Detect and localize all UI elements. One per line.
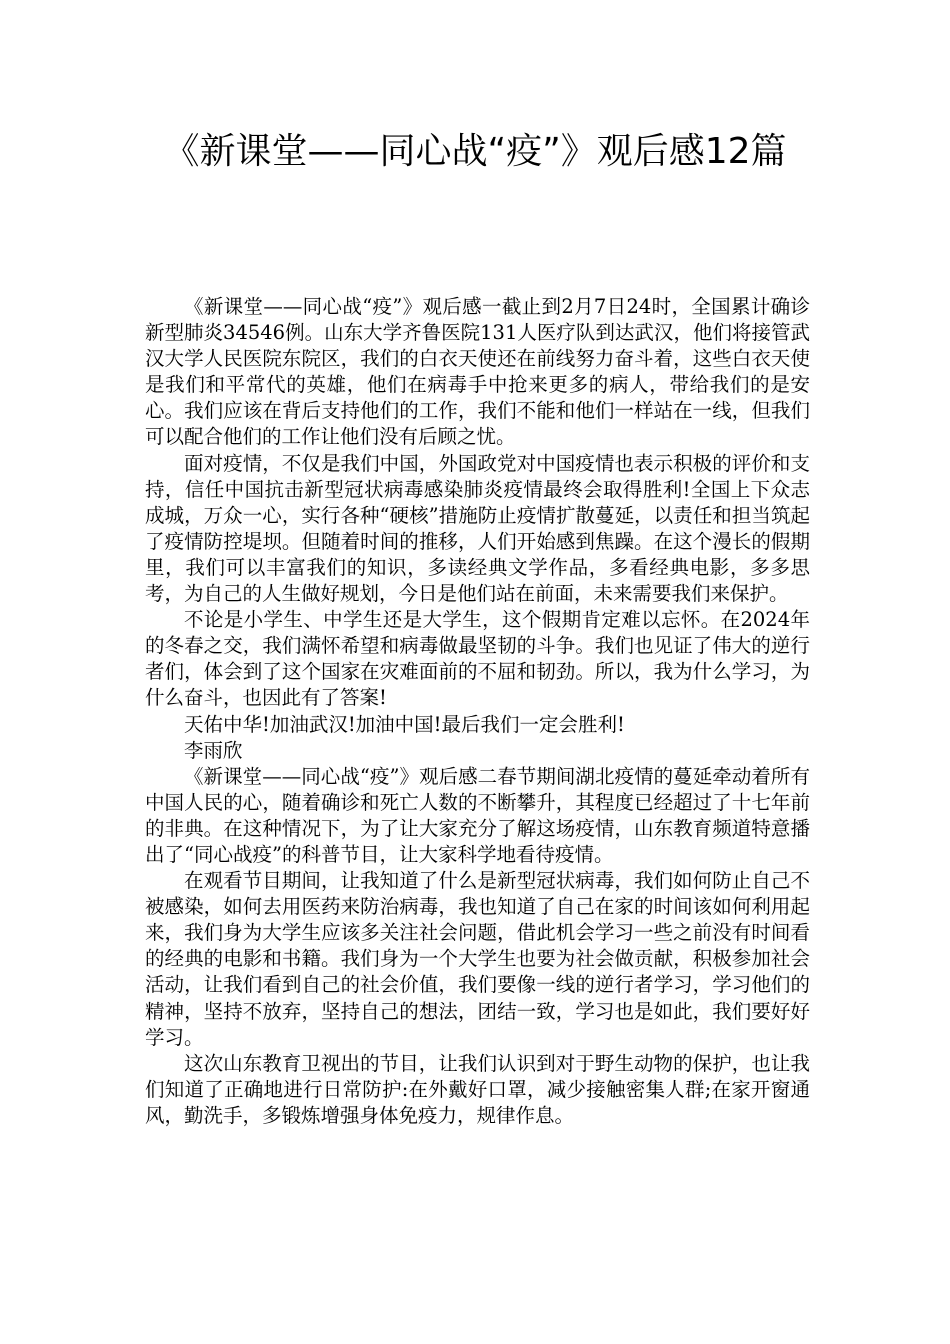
- paragraph-4: 天佑中华!加油武汉!加油中国!最后我们一定会胜利!: [184, 712, 625, 736]
- paragraph-6: 在观看节目期间，让我知道了什么是新型冠状病毒，我们如何防止自己不被感染，如何去用医药来防治病毒，我也知道了自己在家的时间该如何利用起来，我们身为大学生应该多关注社会问题，借此机会学习一些之前没有时间看的经典的电影和书籍。我们身为一个大学生也要为社会做贡献，积极参加社会活动，让我们看到自己的社会价值，我们要像一线的逆行者学习，学习他们的精神，坚持不放弃，坚持自己的想法，团结一致，学习也是如此，我们要好好学习。: [145, 869, 810, 1049]
- paragraph-2: 面对疫情，不仅是我们中国，外国政党对中国疫情也表示积极的评价和支持，信任中国抗击新型冠状病毒感染肺炎疫情最终会取得胜利!全国上下众志成城，万众一心，实行各种“硬核”措施防止疫情扩散蔓延，以责任和担当筑起了疫情防控堤坝。但随着时间的推移，人们开始感到焦躁。在这个漫长的假期里，我们可以丰富我们的知识，多读经典文学作品，多看经典电影，多多思考，为自己的人生做好规划，今日是他们站在前面，未来需要我们来保护。: [145, 451, 810, 606]
- paragraph-5: 《新课堂——同心战“疫”》观后感二春节期间湖北疫情的蔓延牵动着所有中国人民的心，随着确诊和死亡人数的不断攀升，其程度已经超过了十七年前的非典。在这种情况下，为了让大家充分了解这场疫情，山东教育频道特意播出了“同心战疫”的科普节目，让大家科学地看待疫情。: [145, 764, 810, 866]
- author-name: 李雨欣: [184, 738, 243, 762]
- paragraph-3: 不论是小学生、中学生还是大学生，这个假期肯定难以忘怀。在2024年的冬春之交，我们满怀希望和病毒做最坚韧的斗争。我们也见证了伟大的逆行者们，体会到了这个国家在灾难面前的不屈和韧劲。所以，我为什么学习，为什么奋斗，也因此有了答案!: [145, 608, 810, 710]
- document-body: [145, 294, 810, 1129]
- paragraph-1: 《新课堂——同心战“疫”》观后感一截止到2月7日24时，全国累计确诊新型肺炎34546例。山东大学齐鲁医院131人医疗队到达武汉，他们将接管武汉大学人民医院东院区，我们的白衣天使还在前线努力奋斗着，这些白衣天使是我们和平常代的英雄，他们在病毒手中抢来更多的病人，带给我们的是安心。我们应该在背后支持他们的工作，我们不能和他们一样站在一线，但我们可以配合他们的工作让他们没有后顾之忧。: [145, 295, 810, 449]
- paragraph-7: 这次山东教育卫视出的节目，让我们认识到对于野生动物的保护，也让我们知道了正确地进行日常防护:在外戴好口罩，减少接触密集人群;在家开窗通风，勤洗手，多锻炼增强身体免疫力，规律作息。: [145, 1051, 810, 1127]
- document-title: 《新课堂——同心战“疫”》观后感12篇: [163, 131, 787, 172]
